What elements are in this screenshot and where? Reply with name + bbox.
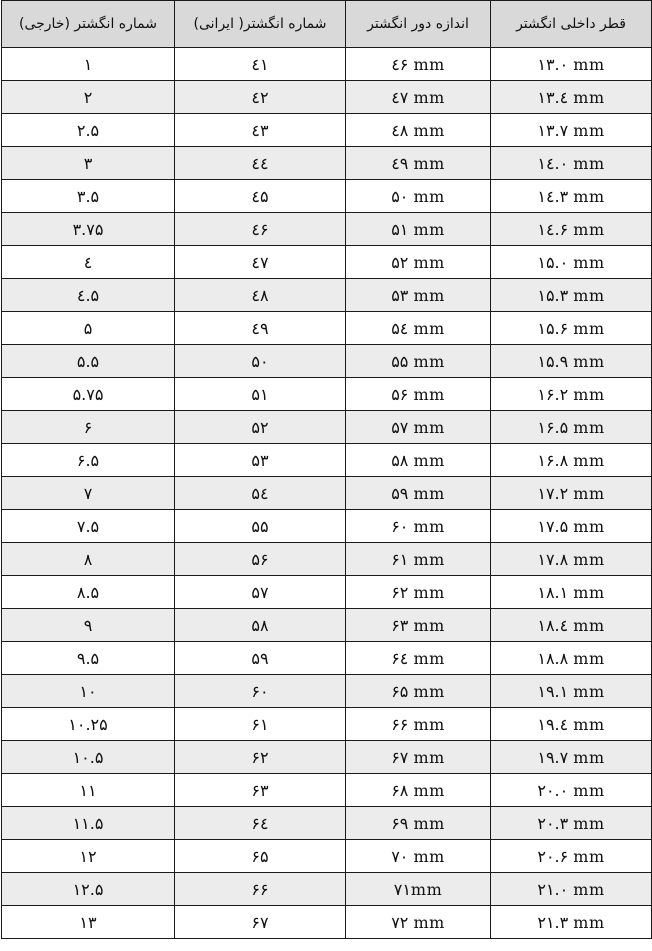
table-row — [2, 609, 652, 642]
cell-ring-size-iranian: ۶۵ — [175, 840, 346, 873]
cell-ring-size-iranian: ٤۱ — [175, 48, 346, 81]
cell-ring-circumference: ۵۱ mm — [346, 213, 491, 246]
table-row — [2, 708, 652, 741]
table-row — [2, 246, 652, 279]
cell-ring-size-foreign: ٤ — [2, 246, 175, 279]
cell-ring-size-foreign: ۸.۵ — [2, 576, 175, 609]
header-row — [2, 1, 652, 48]
cell-inner-diameter: ۱۹.٤ mm — [491, 708, 652, 741]
cell-inner-diameter: ۱۵.۳ mm — [491, 279, 652, 312]
cell-ring-size-foreign: ۳.۵ — [2, 180, 175, 213]
cell-ring-size-foreign: ۱ — [2, 48, 175, 81]
table-row — [2, 279, 652, 312]
table-row — [2, 114, 652, 147]
cell-inner-diameter: ۱٤.۶ mm — [491, 213, 652, 246]
cell-ring-size-foreign: ۵ — [2, 312, 175, 345]
cell-inner-diameter: ۱۶.۲ mm — [491, 378, 652, 411]
cell-inner-diameter: ۲۰.۶ mm — [491, 840, 652, 873]
cell-ring-size-iranian: ۵۷ — [175, 576, 346, 609]
cell-ring-size-foreign: ۱۱ — [2, 774, 175, 807]
cell-inner-diameter: ۱۹.۱ mm — [491, 675, 652, 708]
table-row — [2, 411, 652, 444]
cell-ring-size-foreign: ۱۰ — [2, 675, 175, 708]
table-row — [2, 444, 652, 477]
cell-ring-size-iranian: ۵۰ — [175, 345, 346, 378]
cell-ring-size-iranian: ۶۳ — [175, 774, 346, 807]
cell-ring-circumference: ۶۵ mm — [346, 675, 491, 708]
cell-ring-size-foreign: ۱۱.۵ — [2, 807, 175, 840]
cell-ring-size-iranian: ٤۸ — [175, 279, 346, 312]
cell-ring-size-foreign: ۱۳ — [2, 906, 175, 939]
table-row — [2, 345, 652, 378]
cell-ring-size-foreign: ۷.۵ — [2, 510, 175, 543]
cell-ring-size-foreign: ۱۰.۲۵ — [2, 708, 175, 741]
cell-ring-size-iranian: ٤٤ — [175, 147, 346, 180]
cell-inner-diameter: ۱٤.۰ mm — [491, 147, 652, 180]
cell-inner-diameter: ۱۷.۸ mm — [491, 543, 652, 576]
cell-ring-size-foreign: ۱۲.۵ — [2, 873, 175, 906]
cell-inner-diameter: ۱۸.۱ mm — [491, 576, 652, 609]
cell-ring-circumference: ۵۵ mm — [346, 345, 491, 378]
cell-ring-size-foreign: ۹ — [2, 609, 175, 642]
table-row — [2, 477, 652, 510]
cell-ring-size-iranian: ٤۳ — [175, 114, 346, 147]
table-row — [2, 213, 652, 246]
cell-ring-circumference: ۶۰ mm — [346, 510, 491, 543]
cell-inner-diameter: ۱۵.۶ mm — [491, 312, 652, 345]
table-row — [2, 675, 652, 708]
cell-ring-size-iranian: ۶۱ — [175, 708, 346, 741]
cell-ring-size-iranian: ۵۳ — [175, 444, 346, 477]
cell-ring-circumference: ۶۹ mm — [346, 807, 491, 840]
cell-inner-diameter: ۲۰.۳ mm — [491, 807, 652, 840]
cell-ring-size-iranian: ۵۹ — [175, 642, 346, 675]
cell-ring-size-foreign: ۷ — [2, 477, 175, 510]
cell-ring-circumference: ۷۲ mm — [346, 906, 491, 939]
cell-ring-size-foreign: ۵.۵ — [2, 345, 175, 378]
cell-inner-diameter: ۱۶.۸ mm — [491, 444, 652, 477]
cell-ring-size-iranian: ٤۷ — [175, 246, 346, 279]
cell-ring-size-iranian: ۶۰ — [175, 675, 346, 708]
cell-ring-circumference: ٤۷ mm — [346, 81, 491, 114]
table-row — [2, 906, 652, 939]
cell-ring-circumference: ٤۹ mm — [346, 147, 491, 180]
cell-ring-size-iranian: ۵٤ — [175, 477, 346, 510]
cell-ring-circumference: ۵۰ mm — [346, 180, 491, 213]
cell-inner-diameter: ۱۸.۸ mm — [491, 642, 652, 675]
cell-ring-circumference: ۵۹ mm — [346, 477, 491, 510]
cell-ring-circumference: ۶۷ mm — [346, 741, 491, 774]
cell-ring-size-iranian: ۵۱ — [175, 378, 346, 411]
cell-ring-size-iranian: ۶٤ — [175, 807, 346, 840]
cell-ring-circumference: ۶۶ mm — [346, 708, 491, 741]
cell-inner-diameter: ۱۵.۹ mm — [491, 345, 652, 378]
table-body — [2, 48, 652, 939]
table-row — [2, 510, 652, 543]
table-row — [2, 807, 652, 840]
cell-ring-circumference: ٤۶ mm — [346, 48, 491, 81]
cell-ring-size-foreign: ۶.۵ — [2, 444, 175, 477]
cell-ring-size-foreign: ۹.۵ — [2, 642, 175, 675]
cell-ring-size-foreign: ۱۰.۵ — [2, 741, 175, 774]
cell-ring-size-iranian: ۵۶ — [175, 543, 346, 576]
cell-ring-circumference: ۵۷ mm — [346, 411, 491, 444]
table-row — [2, 312, 652, 345]
cell-ring-size-iranian: ٤۶ — [175, 213, 346, 246]
ring-size-table — [1, 0, 652, 939]
cell-ring-size-foreign: ۲ — [2, 81, 175, 114]
cell-ring-circumference: ۶۲ mm — [346, 576, 491, 609]
cell-ring-circumference: ۵۳ mm — [346, 279, 491, 312]
table-row — [2, 147, 652, 180]
cell-ring-circumference: ۷۰ mm — [346, 840, 491, 873]
cell-ring-circumference: ۶۸ mm — [346, 774, 491, 807]
cell-ring-size-foreign: ۲.۵ — [2, 114, 175, 147]
header-ring-size-foreign: شماره انگشتر (خارجی) — [2, 1, 175, 48]
cell-ring-size-iranian: ٤۹ — [175, 312, 346, 345]
cell-ring-size-iranian: ۵۸ — [175, 609, 346, 642]
cell-inner-diameter: ۱۵.۰ mm — [491, 246, 652, 279]
cell-ring-size-foreign: ٤.۵ — [2, 279, 175, 312]
cell-ring-size-foreign: ۶ — [2, 411, 175, 444]
cell-ring-circumference: ۶٤ mm — [346, 642, 491, 675]
cell-ring-circumference: ۵۶ mm — [346, 378, 491, 411]
table-row — [2, 840, 652, 873]
cell-inner-diameter: ۱۳.٤ mm — [491, 81, 652, 114]
cell-ring-size-iranian: ٤۵ — [175, 180, 346, 213]
cell-inner-diameter: ۱۶.۵ mm — [491, 411, 652, 444]
table-row — [2, 180, 652, 213]
cell-inner-diameter: ۲۱.۳ mm — [491, 906, 652, 939]
cell-inner-diameter: ۱۷.۲ mm — [491, 477, 652, 510]
table-row — [2, 81, 652, 114]
cell-inner-diameter: ۱٤.۳ mm — [491, 180, 652, 213]
cell-inner-diameter: ۱۷.۵ mm — [491, 510, 652, 543]
table-row — [2, 48, 652, 81]
cell-ring-circumference: ۶۳ mm — [346, 609, 491, 642]
table-row — [2, 378, 652, 411]
table-row — [2, 543, 652, 576]
cell-inner-diameter: ۱۹.۷ mm — [491, 741, 652, 774]
table-row — [2, 576, 652, 609]
cell-ring-size-iranian: ۶۲ — [175, 741, 346, 774]
cell-ring-size-foreign: ۸ — [2, 543, 175, 576]
cell-ring-size-foreign: ۳.۷۵ — [2, 213, 175, 246]
cell-inner-diameter: ۲۰.۰ mm — [491, 774, 652, 807]
table-row — [2, 873, 652, 906]
header-inner-diameter: قطر داخلی انگشتر — [491, 1, 652, 48]
cell-ring-size-iranian: ٤۲ — [175, 81, 346, 114]
table-row — [2, 774, 652, 807]
cell-ring-size-foreign: ۱۲ — [2, 840, 175, 873]
header-ring-circumference: اندازه دور انگشتر — [346, 1, 491, 48]
cell-ring-size-iranian: ۶۷ — [175, 906, 346, 939]
cell-ring-size-foreign: ۳ — [2, 147, 175, 180]
cell-inner-diameter: ۲۱.۰ mm — [491, 873, 652, 906]
cell-ring-circumference: ۵٤ mm — [346, 312, 491, 345]
cell-inner-diameter: ۱۳.۰ mm — [491, 48, 652, 81]
table-row — [2, 642, 652, 675]
header-ring-size-iranian: شماره انگشتر( ایرانی) — [175, 1, 346, 48]
cell-ring-size-iranian: ۵۵ — [175, 510, 346, 543]
cell-inner-diameter: ۱۸.٤ mm — [491, 609, 652, 642]
cell-ring-circumference: ۷۱mm — [346, 873, 491, 906]
cell-ring-size-iranian: ۶۶ — [175, 873, 346, 906]
cell-inner-diameter: ۱۳.۷ mm — [491, 114, 652, 147]
table-row — [2, 741, 652, 774]
cell-ring-circumference: ٤۸ mm — [346, 114, 491, 147]
cell-ring-size-iranian: ۵۲ — [175, 411, 346, 444]
cell-ring-circumference: ۶۱ mm — [346, 543, 491, 576]
cell-ring-circumference: ۵۸ mm — [346, 444, 491, 477]
cell-ring-size-foreign: ۵.۷۵ — [2, 378, 175, 411]
cell-ring-circumference: ۵۲ mm — [346, 246, 491, 279]
table-header — [2, 1, 652, 48]
